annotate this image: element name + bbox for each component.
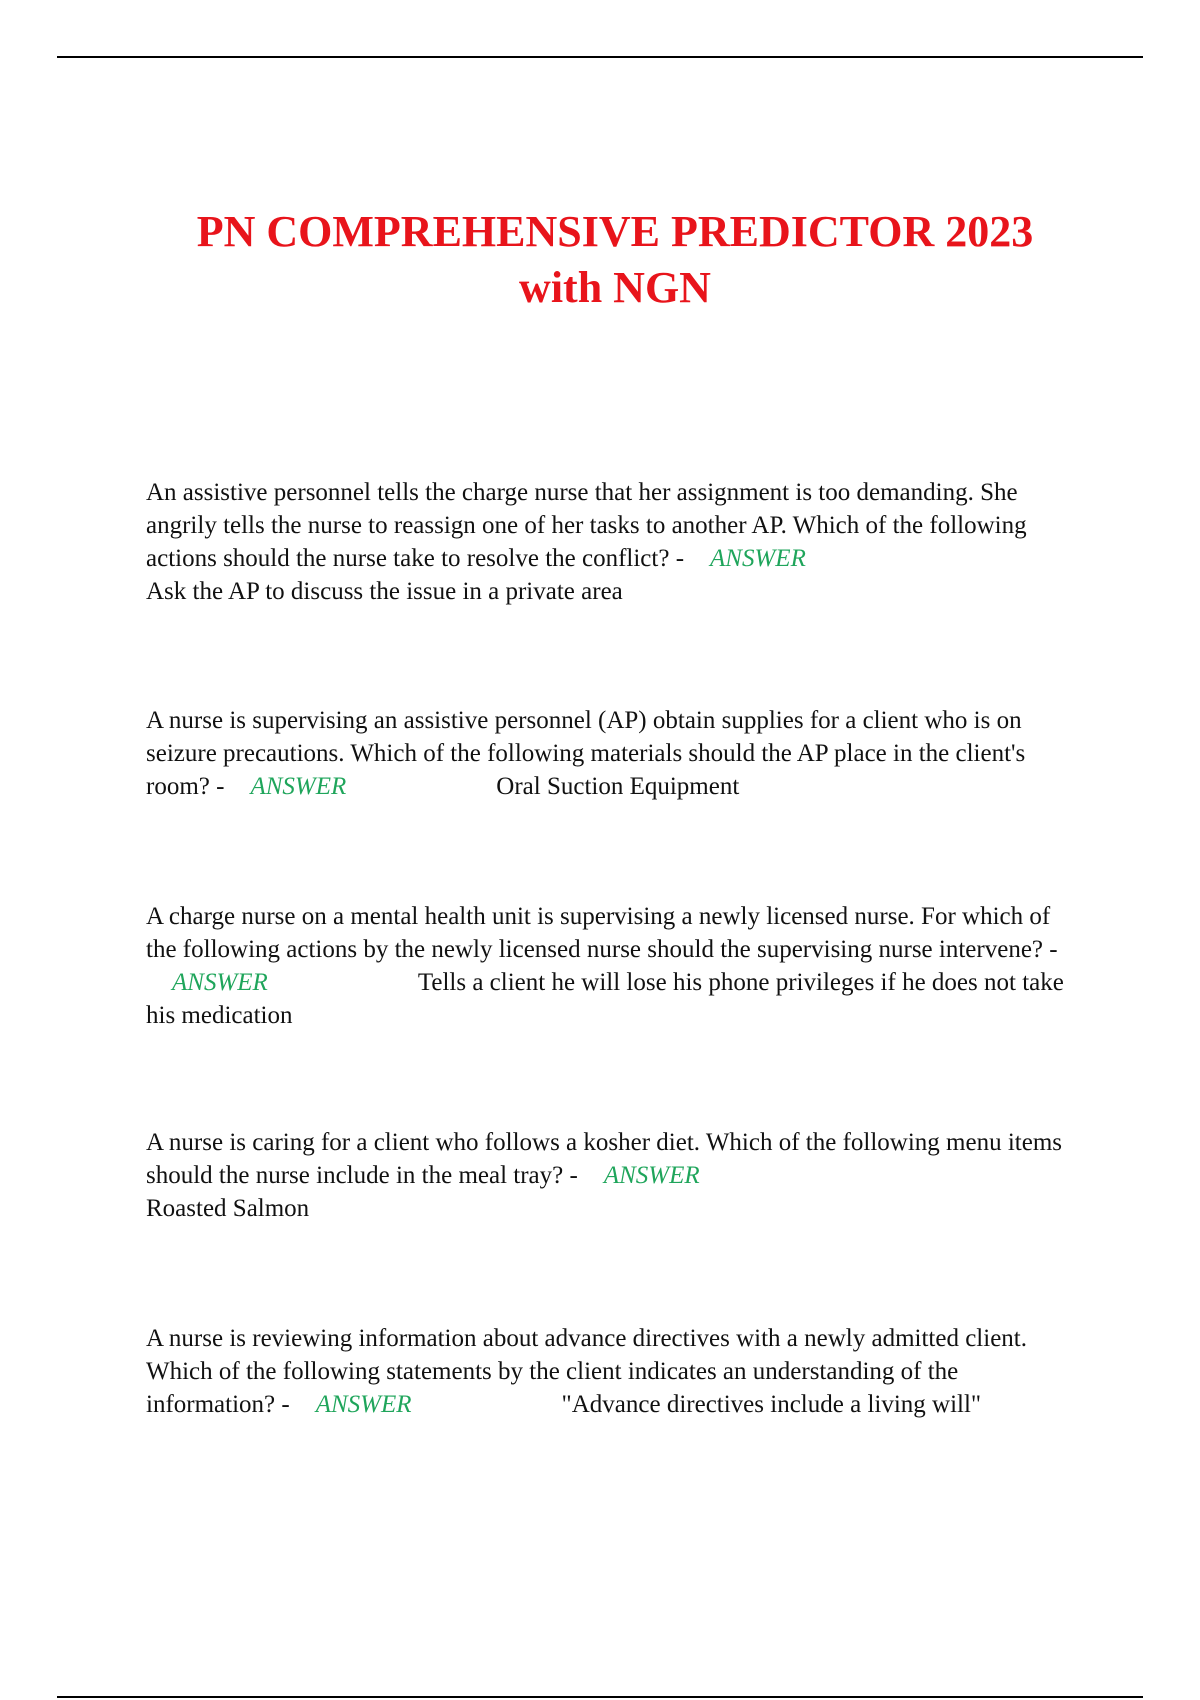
document-title [100, 204, 1130, 316]
answer-text: Oral Suction Equipment [496, 773, 740, 800]
question-text: A nurse is supervising an assistive personnel (AP) obtain supplies for a client who is on seizure precautions. Which of the following materials should the AP place in the client's room? - [146, 707, 1026, 800]
question-text: A nurse is reviewing information about advance directives with a newly admitted client. Which of the following statements by the client indicates an understanding of the information? - [146, 1325, 1027, 1418]
answer-label: ANSWER [710, 545, 806, 572]
answer-text: Roasted Salmon [146, 1195, 310, 1222]
qa-item-5 [146, 1322, 1086, 1421]
qa-item-4 [146, 1126, 1086, 1225]
answer-label: ANSWER [603, 1162, 700, 1189]
qa-item-1 [146, 476, 1086, 608]
answer-label: ANSWER [172, 969, 268, 996]
top-rule [57, 56, 1143, 58]
answer-text: "Advance directives include a living will" [561, 1391, 982, 1418]
title-line-2: with NGN [519, 263, 711, 312]
answer-text: Ask the AP to discuss the issue in a private area [146, 578, 623, 605]
title-line-1: PN COMPREHENSIVE PREDICTOR 2023 [196, 207, 1034, 256]
answer-label: ANSWER [250, 773, 347, 800]
question-text: A nurse is caring for a client who follows a kosher diet. Which of the following menu items should the nurse include in the meal tray? - [146, 1129, 1063, 1189]
answer-label: ANSWER [315, 1391, 412, 1418]
answer-text: Tells a client he will lose his phone privileges if he does not take his medication [146, 969, 1064, 1029]
question-text: An assistive personnel tells the charge nurse that her assignment is too demanding. She angrily tells the nurse to reassign one of her tasks to another AP. Which of the following actions should the nurse take to resolve the conflict? - [146, 479, 1027, 572]
question-text: A charge nurse on a mental health unit is supervising a newly licensed nurse. For which of the following actions by the newly licensed nurse should the supervising nurse intervene? - [146, 903, 1058, 963]
qa-item-2 [146, 704, 1086, 803]
qa-item-3 [146, 900, 1086, 1032]
bottom-rule [57, 1696, 1143, 1698]
